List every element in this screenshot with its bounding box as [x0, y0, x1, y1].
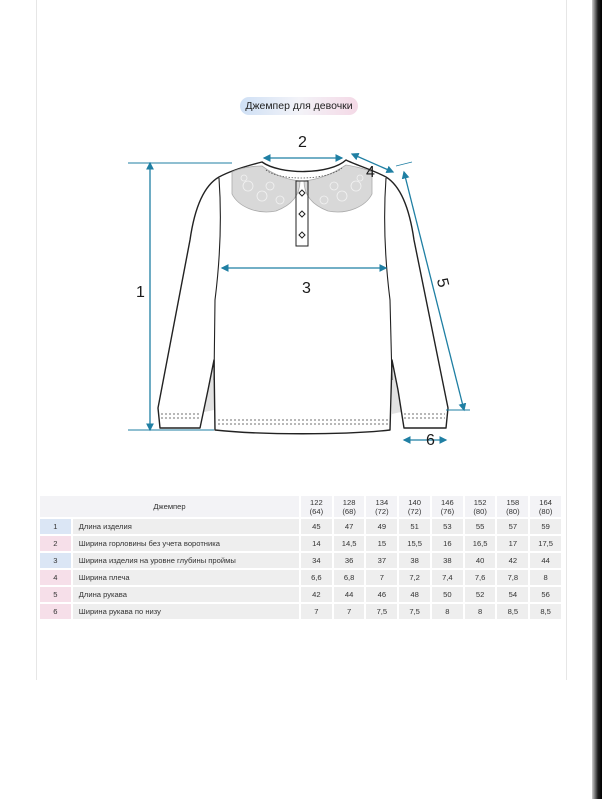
- cell-value: 53: [432, 519, 463, 534]
- cell-value: 47: [334, 519, 365, 534]
- cell-value: 7,8: [497, 570, 528, 585]
- cell-value: 8: [530, 570, 561, 585]
- row-label: Длина изделия: [73, 519, 299, 534]
- cell-value: 50: [432, 587, 463, 602]
- cell-value: 54: [497, 587, 528, 602]
- table-row: [40, 604, 561, 619]
- size-col-122: 122 (64): [301, 496, 332, 517]
- cell-value: 8,5: [530, 604, 561, 619]
- product-title: Джемпер для девочки: [240, 97, 358, 115]
- size-col-128: 128 (68): [334, 496, 365, 517]
- row-label: Ширина плеча: [73, 570, 299, 585]
- table-row: [40, 536, 561, 551]
- cell-value: 49: [366, 519, 397, 534]
- cell-value: 16,5: [465, 536, 496, 551]
- row-label: Ширина рукава по низу: [73, 604, 299, 619]
- cell-value: 34: [301, 553, 332, 568]
- cell-value: 7,6: [465, 570, 496, 585]
- dimension-label-6: 6: [426, 432, 435, 449]
- cell-value: 14: [301, 536, 332, 551]
- dimension-label-4: 4: [366, 164, 375, 181]
- cell-value: 51: [399, 519, 430, 534]
- table-row: [40, 570, 561, 585]
- cell-value: 48: [399, 587, 430, 602]
- size-col-146: 146 (76): [432, 496, 463, 517]
- cell-value: 52: [465, 587, 496, 602]
- row-label: Ширина горловины без учета воротника: [73, 536, 299, 551]
- row-number: 5: [40, 587, 71, 602]
- cell-value: 40: [465, 553, 496, 568]
- cell-value: 36: [334, 553, 365, 568]
- cell-value: 59: [530, 519, 561, 534]
- cell-value: 16: [432, 536, 463, 551]
- cell-value: 7: [366, 570, 397, 585]
- cell-value: 6,8: [334, 570, 365, 585]
- row-label: Ширина изделия на уровне глубины проймы: [73, 553, 299, 568]
- table-row: [40, 519, 561, 534]
- table-row: [40, 587, 561, 602]
- dimension-label-2: 2: [298, 134, 307, 151]
- size-table: [38, 494, 563, 621]
- cell-value: 45: [301, 519, 332, 534]
- cell-value: 38: [432, 553, 463, 568]
- cell-value: 6,6: [301, 570, 332, 585]
- cell-value: 46: [366, 587, 397, 602]
- cell-value: 7,5: [399, 604, 430, 619]
- cell-value: 38: [399, 553, 430, 568]
- size-col-140: 140 (72): [399, 496, 430, 517]
- cell-value: 8,5: [497, 604, 528, 619]
- size-col-164: 164 (80): [530, 496, 561, 517]
- cell-value: 15: [366, 536, 397, 551]
- cell-value: 7,5: [366, 604, 397, 619]
- cell-value: 44: [530, 553, 561, 568]
- cell-value: 17: [497, 536, 528, 551]
- cell-value: 17,5: [530, 536, 561, 551]
- dimension-label-3: 3: [302, 280, 311, 297]
- row-number: 4: [40, 570, 71, 585]
- cell-value: 14,5: [334, 536, 365, 551]
- cell-value: 7: [334, 604, 365, 619]
- cell-value: 42: [301, 587, 332, 602]
- size-table-header: [40, 496, 561, 517]
- row-number: 2: [40, 536, 71, 551]
- cell-value: 7,4: [432, 570, 463, 585]
- table-row: [40, 553, 561, 568]
- dimension-label-1: 1: [136, 284, 145, 301]
- cell-value: 55: [465, 519, 496, 534]
- dimension-label-5: 5: [432, 276, 452, 290]
- table-header-label: Джемпер: [40, 496, 299, 517]
- cell-value: 42: [497, 553, 528, 568]
- cell-value: 7,2: [399, 570, 430, 585]
- row-label: Длина рукава: [73, 587, 299, 602]
- cell-value: 57: [497, 519, 528, 534]
- size-col-134: 134 (72): [366, 496, 397, 517]
- cell-value: 7: [301, 604, 332, 619]
- size-col-158: 158 (80): [497, 496, 528, 517]
- cell-value: 8: [465, 604, 496, 619]
- cell-value: 56: [530, 587, 561, 602]
- cell-value: 37: [366, 553, 397, 568]
- cell-value: 44: [334, 587, 365, 602]
- row-number: 6: [40, 604, 71, 619]
- row-number: 1: [40, 519, 71, 534]
- cell-value: 8: [432, 604, 463, 619]
- size-col-152: 152 (80): [465, 496, 496, 517]
- row-number: 3: [40, 553, 71, 568]
- cell-value: 15,5: [399, 536, 430, 551]
